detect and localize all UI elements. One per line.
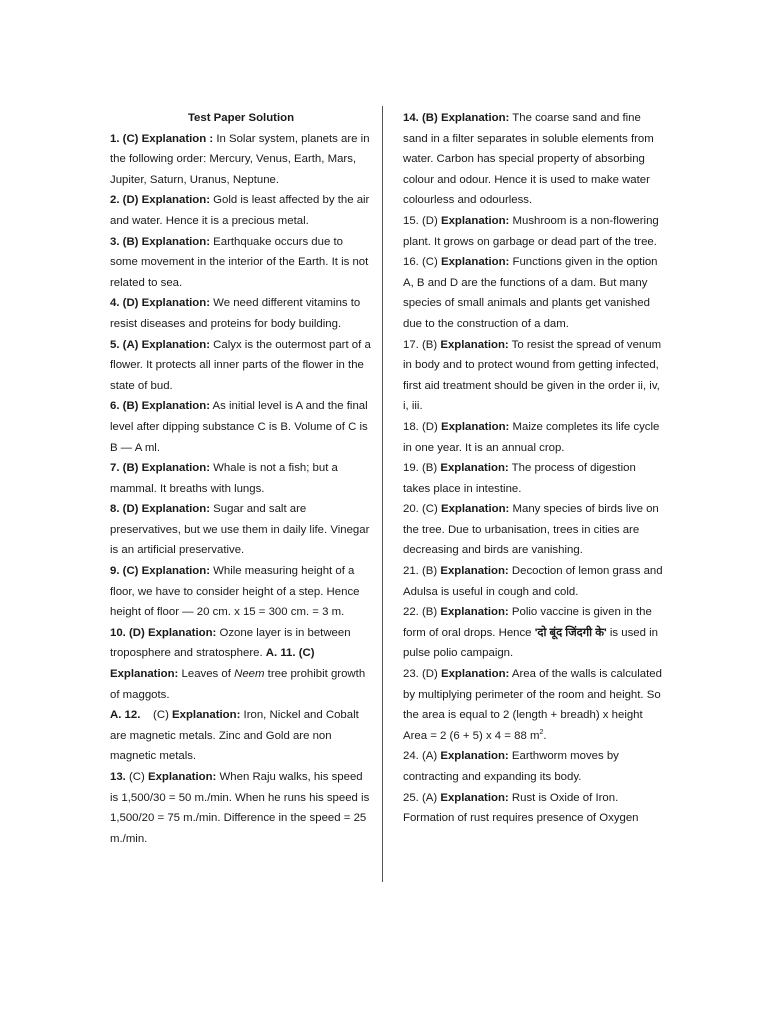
answer-text: As initial level is A and the final level after dipping substance C is B. Volume of C is B — A ml. [110, 400, 368, 454]
answer-plain: 17. (B) [403, 338, 441, 351]
hindi-slogan: 'दो बूंद जिंदगी के' [534, 626, 607, 639]
answer-plain: 25. (A) [403, 791, 441, 804]
answer-lead: Explanation: [440, 503, 510, 516]
answer-lead: 2. (D) Explanation: [110, 194, 210, 207]
answer-item-6 [110, 396, 372, 458]
answer-text: While measuring height of a floor, we have to consider height of a step. Hence height of floor — 20 cm. x 15 = 300 cm. = 3 m. [110, 565, 360, 619]
answer-lead: Explanation: [440, 214, 510, 227]
answer-text: Maize completes its life cycle in one year. It is an annual crop. [403, 420, 660, 454]
answer-lead: A. 11. (C) Explanation: [110, 647, 315, 681]
answer-lead: Explanation: [440, 791, 509, 804]
answer-lead: Explanation: [440, 606, 509, 619]
right-column [403, 108, 663, 829]
answer-italic-term: Neem [234, 668, 265, 681]
answer-item-15 [403, 211, 663, 252]
answer-item-18 [403, 417, 663, 458]
answer-plain: 18. (D) [403, 420, 441, 433]
answer-text: is used in pulse polio campaign. [403, 626, 659, 660]
answer-lead: Explanation: [440, 338, 509, 351]
area-formula: Area = 2 (6 + 5) x 4 = 88 m [403, 729, 540, 742]
answer-plain: 23. (D) [403, 668, 441, 681]
answer-text: Gold is least affected by the air and water. Hence it is a precious metal. [110, 194, 370, 227]
page-title: Test Paper Solution [187, 112, 295, 124]
answer-text: The process of digestion takes place in intestine. [403, 462, 636, 495]
answer-lead: 1. (C) Explanation : [110, 132, 214, 145]
answer-lead: 14. (B) Explanation: [403, 112, 510, 124]
answer-lead: 5. (A) Explanation: [110, 338, 210, 351]
answer-text: Earthworm moves by contracting and expanding its body. [403, 750, 619, 783]
answer-item-17 [403, 335, 663, 417]
answer-item-14 [403, 108, 663, 211]
answer-plain: 19. (B) [403, 462, 441, 475]
answer-lead: 6. (B) Explanation: [110, 400, 210, 413]
answer-plain: 22. (B) [403, 606, 441, 619]
answer-item-21 [403, 561, 663, 602]
answer-text: To resist the spread of venum in body and to protect wound from getting infected, first aid treatment should be given in the order ii, iv, i, iii. [403, 338, 662, 413]
answer-plain: 24. (A) [403, 750, 441, 763]
answer-text: Mushroom is a non-flowering plant. It grows on garbage or dead part of the tree. [403, 214, 659, 248]
answer-plain: (C) [140, 709, 173, 722]
answer-text: Polio vaccine is given in the form of oral drops. Hence [403, 606, 652, 639]
answer-item-23 [403, 664, 663, 746]
left-column [110, 108, 372, 849]
answer-plain: 20. (C) [403, 503, 441, 516]
answer-text: Iron, Nickel and Cobalt are magnetic metals. Zinc and Gold are non magnetic metals. [110, 709, 359, 763]
answer-text: Area of the walls is calculated by multiplying perimeter of the room and height. So the area is equal to 2 (length + breadh) x height [403, 668, 662, 722]
answer-plain: (C) [125, 771, 148, 783]
answer-lead: Explanation: [440, 462, 509, 475]
answer-item-3 [110, 232, 372, 294]
answer-plain: 16. (C) [403, 256, 441, 269]
answer-lead: 7. (B) Explanation: [110, 462, 210, 475]
answer-item-7 [110, 458, 372, 499]
answer-text: Rust is Oxide of Iron. Formation of rust requires presence of Oxygen [403, 791, 639, 825]
answer-text: Calyx is the outermost part of a flower. It protects all inner parts of the flower in the state of bud. [110, 338, 371, 392]
answer-item-13 [110, 767, 372, 849]
answer-plain: 21. (B) [403, 565, 441, 578]
answer-item-5 [110, 335, 372, 397]
answer-lead: Explanation: [440, 420, 510, 433]
answer-item-9 [110, 561, 372, 623]
answer-lead: Explanation: [440, 565, 509, 578]
answer-text: Many species of birds live on the tree. Due to urbanisation, trees in cities are decreasing and birds are vanishing. [403, 503, 659, 557]
answer-lead: A. 12. [110, 709, 141, 722]
answer-item-25 [403, 788, 663, 829]
answer-item-22 [403, 602, 663, 664]
answer-item-8 [110, 499, 372, 561]
answer-item-20 [403, 499, 663, 561]
answer-text: Whale is not a fish; but a mammal. It breaths with lungs. [110, 462, 338, 495]
answer-item-24 [403, 746, 663, 787]
answer-lead: Explanation: [440, 256, 510, 269]
answer-plain: 15. (D) [403, 214, 441, 227]
answer-text: Leaves of [178, 668, 235, 681]
answer-text: Functions given in the option A, B and D are the functions of a dam. But many species of small animals and plants get vanished due to the construction of a dam. [403, 256, 658, 330]
answer-lead: Explanation: [440, 750, 509, 763]
answer-item-12 [110, 705, 372, 767]
answer-item-16 [403, 252, 663, 334]
answer-lead: 3. (B) Explanation: [110, 235, 210, 248]
answer-lead: Explanation: [440, 668, 510, 681]
answer-lead: 8. (D) Explanation: [110, 503, 210, 516]
answer-text: When Raju walks, his speed is 1,500/30 = 50 m./min. When he runs his speed is 1,500/20 = 75 m./min. Difference in the speed = 25 m./min. [110, 771, 370, 845]
answer-text: Earthquake occurs due to some movement in the interior of the Earth. It is not related to sea. [110, 235, 369, 289]
formula-end: . [543, 729, 547, 742]
formula-exponent: 2 [539, 729, 544, 737]
answer-text: The coarse sand and fine sand in a filter separates in soluble elements from water. Carbon has special property of absorbing colour and odour. Hence it is used to make water colourless and odourless. [403, 112, 654, 207]
answer-text: In Solar system, planets are in the following order: Mercury, Venus, Earth, Mars, Jupiter, Saturn, Uranus, Neptune. [110, 132, 370, 186]
column-divider [382, 106, 383, 882]
answer-lead: Explanation: [172, 709, 241, 722]
answer-item-1 [110, 129, 372, 191]
answer-text: We need different vitamins to resist diseases and proteins for body building. [110, 297, 361, 330]
answer-lead: 9. (C) Explanation: [110, 565, 210, 578]
answer-lead: 10. (D) Explanation: [110, 626, 217, 639]
answer-text: Sugar and salt are preservatives, but we use them in daily life. Vinegar is an artificial preservative. [110, 503, 370, 557]
answer-lead: Explanation: [148, 771, 217, 783]
answer-lead: 13. [110, 771, 126, 783]
answer-item-19 [403, 458, 663, 499]
answer-item-2 [110, 190, 372, 231]
answer-item-4 [110, 293, 372, 334]
answer-text: Decoction of lemon grass and Adulsa is useful in cough and cold. [403, 565, 663, 598]
answer-text: tree prohibit growth of maggots. [110, 668, 366, 701]
answer-text: Ozone layer is in between troposphere and stratosphere. [110, 626, 351, 660]
answer-lead: 4. (D) Explanation: [110, 297, 210, 310]
answer-item-10-11 [110, 623, 372, 705]
